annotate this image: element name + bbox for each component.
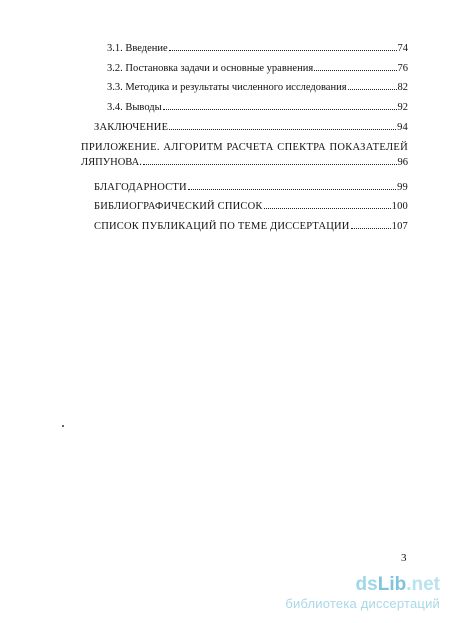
toc-entry-page: 92 — [397, 102, 408, 113]
dot-leader — [188, 180, 396, 190]
toc-entry-title: ЗАКЛЮЧЕНИЕ — [94, 122, 169, 133]
toc-entry-title: СПИСОК ПУБЛИКАЦИЙ ПО ТЕМЕ ДИССЕРТАЦИИ — [94, 221, 350, 232]
page-number: 3 — [401, 552, 407, 564]
dot-leader — [169, 120, 396, 130]
toc-entry-title: 3.3. Методика и результаты численного исследования — [107, 82, 347, 93]
toc-entry-page: 96 — [397, 157, 408, 168]
toc-entry-3-3 — [107, 80, 408, 94]
dot-leader — [351, 219, 391, 229]
scan-speck — [62, 425, 64, 427]
toc-entry-page: 76 — [397, 63, 408, 74]
toc-entry-publications — [94, 219, 408, 233]
dot-leader — [348, 80, 397, 90]
toc-entry-3-4 — [107, 100, 408, 114]
toc-entry-page: 107 — [391, 221, 408, 232]
toc-entry-title: 3.4. Выводы — [107, 102, 162, 113]
toc-entry-page: 82 — [397, 82, 408, 93]
toc-entry-title: 3.1. Введение — [107, 43, 168, 54]
toc-entry-title: БИБЛИОГРАФИЧЕСКИЙ СПИСОК — [94, 201, 263, 212]
toc-entry-appendix — [81, 140, 408, 170]
toc-entry-title: БЛАГОДАРНОСТИ — [94, 182, 187, 193]
dot-leader — [143, 155, 397, 165]
toc-entry-conclusion — [94, 120, 408, 134]
dot-leader — [169, 41, 397, 51]
watermark-logo — [285, 574, 440, 611]
toc-entry-3-2 — [107, 61, 408, 75]
toc-entry-acknowledgements — [94, 180, 408, 194]
dot-leader — [163, 100, 397, 110]
watermark-subtitle: библиотека диссертаций — [285, 596, 440, 611]
appendix-title-line2: ЛЯПУНОВА. — [81, 157, 142, 168]
toc-entry-page: 100 — [391, 201, 408, 212]
toc-entry-3-1 — [107, 41, 408, 55]
dot-leader — [314, 61, 396, 71]
toc-entry-bibliography — [94, 199, 408, 213]
appendix-title-line1: ПРИЛОЖЕНИЕ. АЛГОРИТМ РАСЧЕТА СПЕКТРА ПОКАЗАТЕЛЕЙ — [81, 142, 408, 153]
toc-entry-page: 94 — [397, 122, 408, 133]
watermark-brand: dsLib.net — [355, 574, 440, 595]
toc-entry-title: 3.2. Постановка задачи и основные уравнения — [107, 63, 314, 74]
dot-leader — [264, 199, 391, 209]
toc-entry-page: 99 — [397, 182, 408, 193]
toc-entry-page: 74 — [397, 43, 408, 54]
